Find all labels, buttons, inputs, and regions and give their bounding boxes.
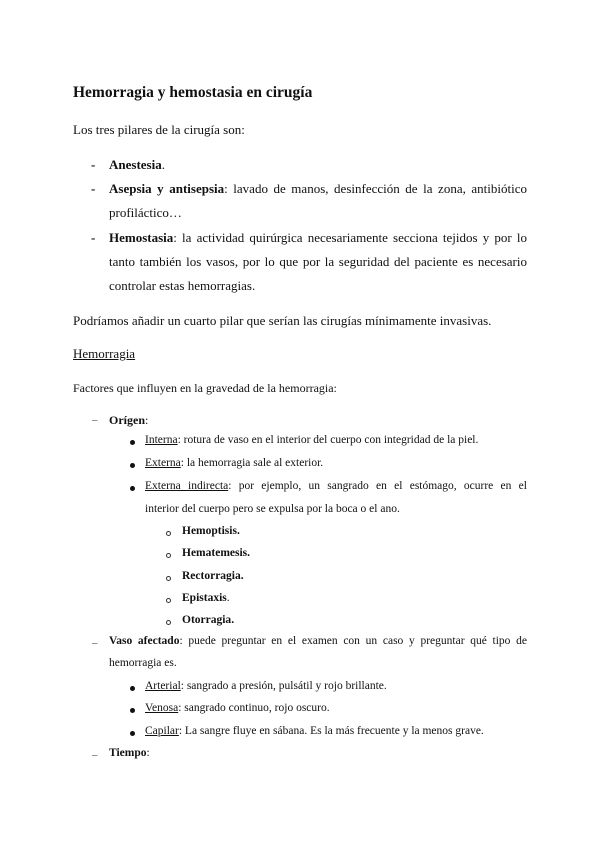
subitem-text: Epistaxis	[182, 592, 227, 604]
subitem-end: .	[231, 614, 235, 626]
subitem-end: .	[226, 592, 230, 604]
dash-marker: –	[92, 749, 98, 761]
list-item-continuation: tanto también los vasos, por lo que por la seguridad del paciente es necesario	[109, 254, 527, 269]
subitem-text: Otorragia	[182, 614, 232, 626]
factors-intro: Factores que influyen en la gravedad de la hemorragia:	[73, 381, 337, 395]
list-item	[145, 702, 330, 714]
list-item-continuation: controlar estas hemorragias.	[109, 278, 256, 293]
item-term: Interna	[145, 434, 178, 446]
item-term: Capilar	[145, 725, 179, 737]
pillar-term: Hemostasia	[109, 230, 174, 245]
section-heading: Hemorragia	[73, 346, 136, 361]
subitem-text: Rectorragia	[182, 570, 241, 582]
bullet-icon	[130, 463, 135, 468]
circle-bullet-icon	[166, 576, 171, 581]
time-label: Tiempo	[109, 747, 147, 759]
item-text: : rotura de vaso en el interior del cuerpo con integridad de la piel.	[177, 434, 479, 446]
item-term: Externa indirecta	[145, 480, 229, 492]
colon: :	[145, 413, 149, 427]
subitem	[182, 614, 234, 626]
dash-marker: –	[92, 414, 98, 426]
subitem-end: .	[240, 570, 244, 582]
list-item	[145, 480, 527, 492]
list-item	[145, 725, 484, 737]
paragraph: Podríamos añadir un cuarto pilar que serían las cirugías mínimamente invasivas.	[73, 313, 492, 328]
list-item	[109, 157, 165, 173]
origin-label: Orígen	[109, 413, 145, 427]
circle-bullet-icon	[166, 598, 171, 603]
circle-bullet-icon	[166, 553, 171, 558]
item-text: : sangrado a presión, pulsátil y rojo brillante.	[180, 680, 387, 692]
vessel-text: : puede preguntar en el examen con un caso y preguntar qué tipo de	[179, 635, 527, 647]
item-text: : sangrado continuo, rojo oscuro.	[178, 702, 330, 714]
list-item	[145, 434, 478, 446]
pillar-text: : la actividad quirúrgica necesariamente secciona tejidos y por lo	[173, 230, 527, 245]
bullet-icon	[130, 486, 135, 491]
pillar-term: Anestesia	[109, 157, 162, 172]
pillar-term: Asepsia y antisepsia	[109, 181, 225, 196]
list-item	[145, 680, 387, 692]
pillar-text: .	[161, 157, 165, 172]
list-item-time	[109, 747, 150, 759]
item-text: : por ejemplo, un sangrado en el estómago, ocurre en el	[228, 480, 527, 492]
item-term: Externa	[145, 457, 181, 469]
page-title: Hemorragia y hemostasia en cirugía	[73, 84, 313, 101]
list-item	[109, 230, 527, 246]
list-item-continuation: hemorragia es.	[109, 657, 177, 669]
bullet-icon	[130, 686, 135, 691]
intro-text: Los tres pilares de la cirugía son:	[73, 122, 245, 137]
subitem	[182, 525, 240, 537]
colon: :	[146, 747, 150, 759]
bullet-icon	[130, 440, 135, 445]
dash-marker: -	[91, 230, 96, 245]
subitem-end: .	[236, 525, 240, 537]
item-term: Arterial	[145, 680, 181, 692]
list-item-origin	[109, 413, 148, 428]
circle-bullet-icon	[166, 620, 171, 625]
item-text: : la hemorragia sale al exterior.	[180, 457, 324, 469]
bullet-icon	[130, 708, 135, 713]
item-text: : La sangre fluye en sábana. Es la más frecuente y la menos grave.	[178, 725, 484, 737]
circle-bullet-icon	[166, 531, 171, 536]
dash-marker: -	[91, 157, 96, 172]
list-item	[145, 457, 323, 469]
vessel-label: Vaso afectado	[109, 635, 180, 647]
dash-marker: -	[91, 181, 96, 196]
list-item	[109, 181, 527, 197]
subitem	[182, 547, 250, 559]
list-item-vessel	[109, 635, 527, 647]
list-item-continuation: interior del cuerpo pero se expulsa por la boca o el ano.	[145, 503, 400, 515]
subitem-text: Hemoptisis	[182, 525, 237, 537]
dash-marker: –	[92, 637, 98, 649]
pillar-text: : lavado de manos, desinfección de la zona, antibiótico	[224, 181, 527, 196]
subitem-text: Hematemesis	[182, 547, 248, 559]
subitem	[182, 592, 230, 604]
subitem	[182, 570, 244, 582]
item-term: Venosa	[145, 702, 179, 714]
list-item-continuation: profiláctico…	[109, 205, 182, 220]
bullet-icon	[130, 731, 135, 736]
subitem-end: .	[247, 547, 251, 559]
